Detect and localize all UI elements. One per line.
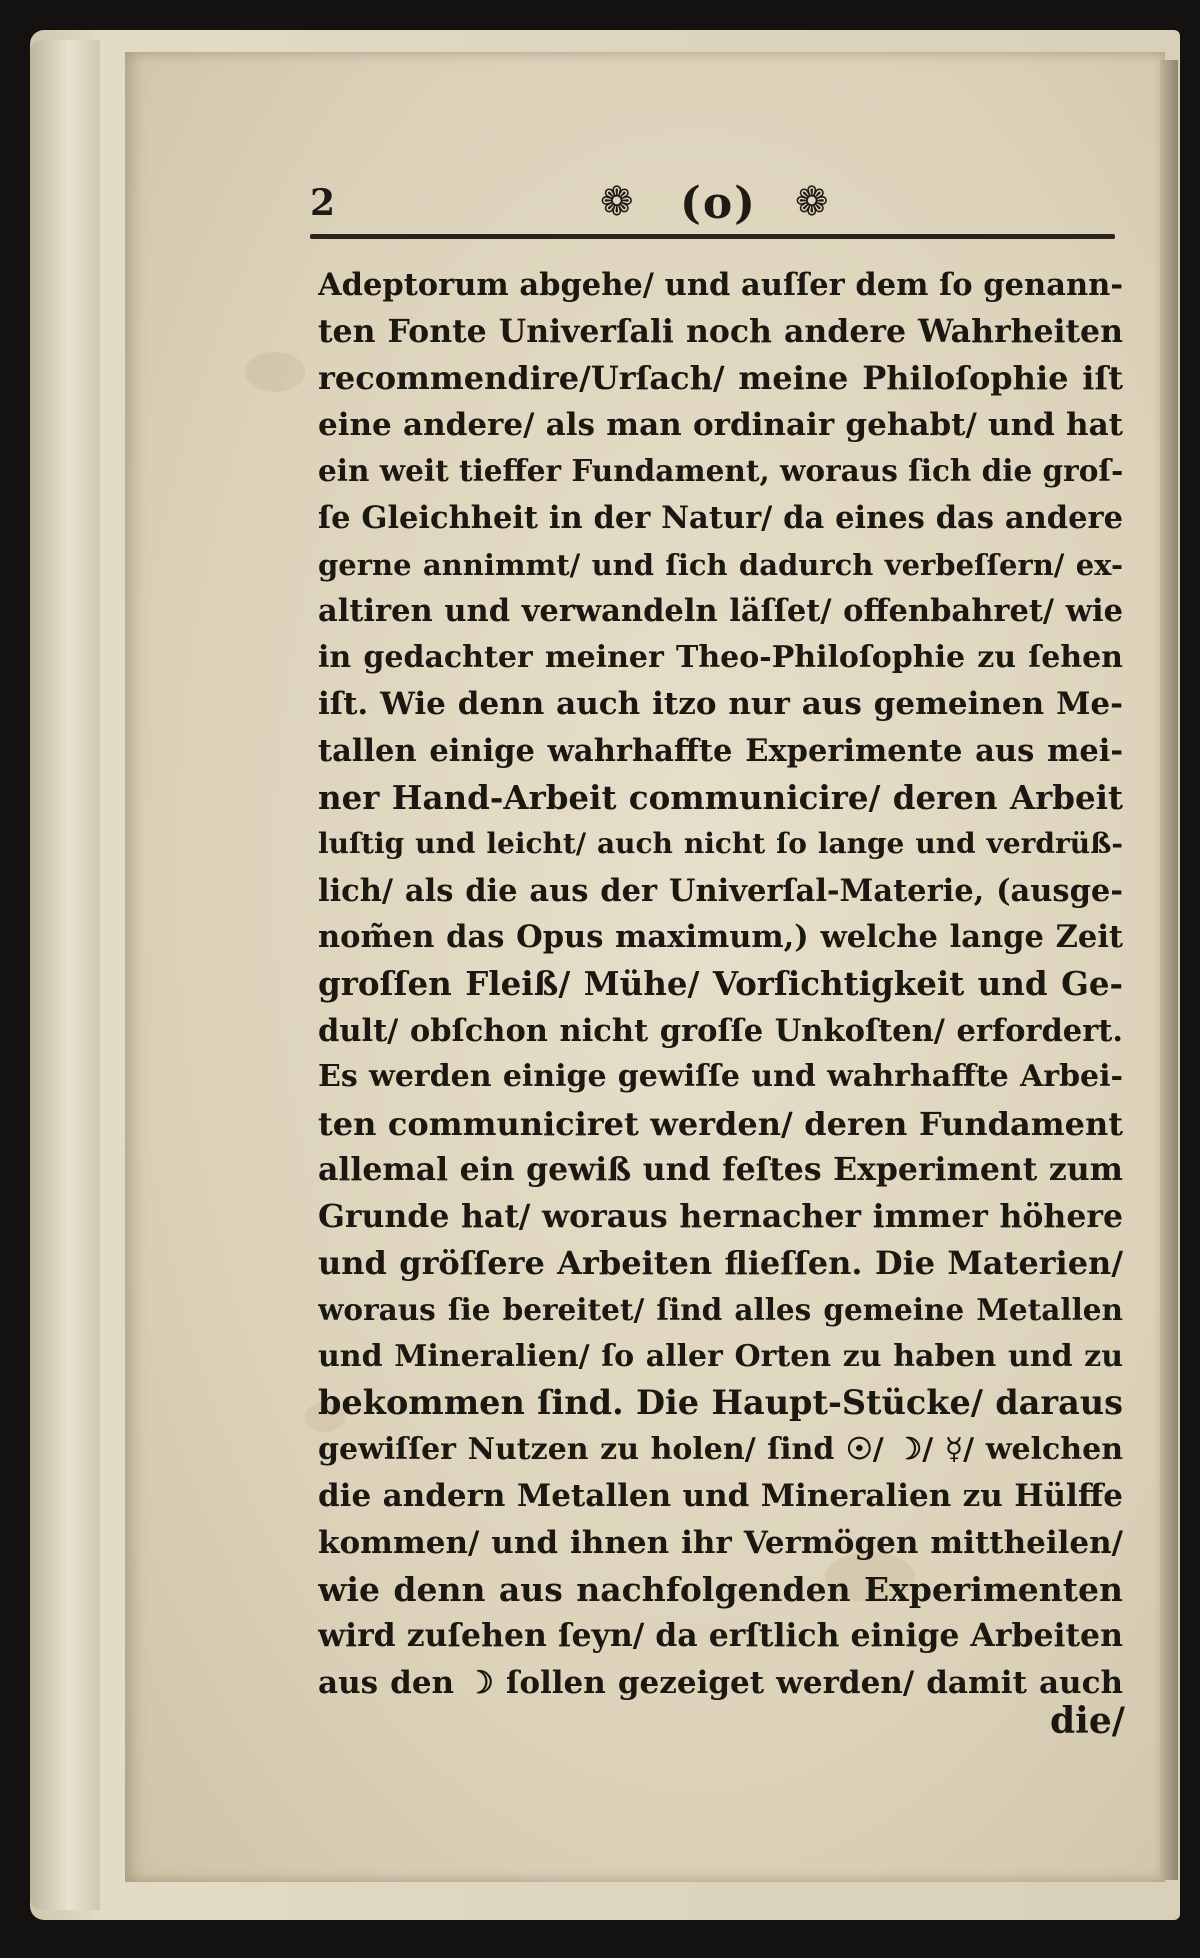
page-edge bbox=[1160, 60, 1178, 1880]
text-line: Grunde hat/ woraus hernacher immer höhere bbox=[318, 1197, 1123, 1235]
text-line: altiren und verwandeln läſſet/ offenbahret/ wie bbox=[318, 593, 1123, 630]
text-line: wird zuſehen ſeyn/ da erſtlich einige Arbeiten bbox=[318, 1617, 1123, 1655]
text-line: tallen einige wahrhaffte Experimente aus mei- bbox=[318, 732, 1123, 769]
text-line: woraus ſie bereitet/ ſind alles gemeine Metallen bbox=[318, 1292, 1123, 1328]
text-line: kommen/ und ihnen ihr Vermögen mittheilen/ bbox=[318, 1525, 1123, 1562]
text-line: bekommen ſind. Die Haupt-Stücke/ daraus bbox=[318, 1383, 1123, 1423]
text-line: allemal ein gewiß und feſtes Experiment zum bbox=[318, 1151, 1123, 1189]
text-line: nom̃en das Opus maximum,) welche lange Zeit bbox=[318, 919, 1123, 956]
text-line: in gedachter meiner Theo-Philoſophie zu ſehen bbox=[318, 639, 1123, 675]
text-line: ten Fonte Univerſali noch andere Wahrheiten bbox=[318, 312, 1123, 350]
header-center-mark: (o) bbox=[680, 178, 757, 229]
text-line: aus den ☽ ſollen gezeiget werden/ damit auch bbox=[318, 1664, 1123, 1701]
text-line: iſt. Wie denn auch itzo nur aus gemeinen Me- bbox=[318, 686, 1123, 723]
text-line: die andern Metallen und Mineralien zu Hülffe bbox=[318, 1478, 1123, 1515]
book-spine bbox=[30, 40, 100, 1910]
text-line: ein weit tieffer Fundament, woraus ſich die groſ- bbox=[318, 453, 1123, 489]
page-number: 2 bbox=[310, 182, 336, 224]
text-line: eine andere/ als man ordinair gehabt/ und hat bbox=[318, 406, 1123, 443]
text-line: ſe Gleichheit in der Natur/ da eines das andere bbox=[318, 499, 1123, 536]
body-text bbox=[318, 262, 1123, 1706]
text-line: ten communiciret werden/ deren Fundament bbox=[318, 1104, 1123, 1143]
header-rule bbox=[310, 234, 1115, 239]
text-line: luſtig und leicht/ auch nicht ſo lange und verdrüß- bbox=[318, 827, 1123, 861]
text-line: recommendire/Urſach/ meine Philoſophie iſt bbox=[318, 359, 1123, 398]
text-line: und gröſſere Arbeiten flieſſen. Die Materien/ bbox=[318, 1244, 1123, 1283]
text-line: gewiſſer Nutzen zu holen/ ſind ☉/ ☽/ ☿/ welchen bbox=[318, 1431, 1123, 1467]
text-line: groſſen Fleiß/ Mühe/ Vorſichtigkeit und Ge- bbox=[318, 963, 1123, 1003]
text-line: wie denn aus nachfolgenden Experimenten bbox=[318, 1569, 1123, 1609]
catchword: die/ bbox=[1050, 1700, 1125, 1742]
flower-ornament-icon: ❁ bbox=[600, 179, 634, 225]
text-line: lich/ als die aus der Univerſal-Materie, (ausge- bbox=[318, 872, 1123, 909]
text-line: dult/ obſchon nicht groſſe Unkoſten/ erfordert. bbox=[318, 1012, 1123, 1049]
flower-ornament-icon: ❁ bbox=[795, 179, 829, 225]
text-line: gerne annimmt/ und ſich dadurch verbeſſern/ ex- bbox=[318, 547, 1123, 582]
text-line: Adeptorum abgehe/ und auſſer dem ſo genann- bbox=[318, 267, 1123, 303]
text-line: und Mineralien/ ſo aller Orten zu haben und zu bbox=[318, 1338, 1123, 1374]
paper-stain bbox=[245, 352, 305, 392]
text-line: Es werden einige gewiſſe und wahrhaffte Arbei- bbox=[318, 1059, 1123, 1095]
page-header bbox=[310, 178, 1120, 242]
text-line: ner Hand-Arbeit communicire/ deren Arbeit bbox=[318, 777, 1123, 817]
